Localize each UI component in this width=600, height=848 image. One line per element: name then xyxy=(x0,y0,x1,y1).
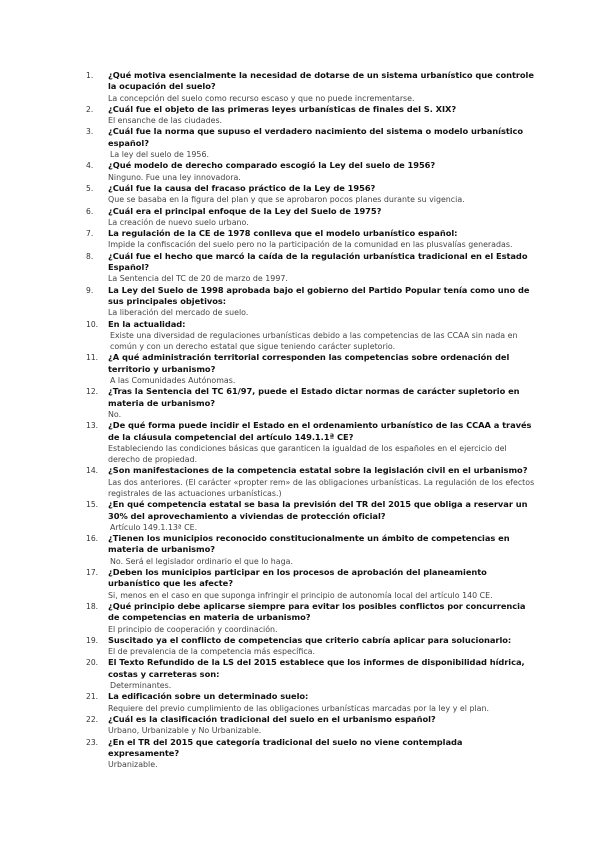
list-item xyxy=(86,465,536,499)
answer-text: La liberación del mercado de suelo. xyxy=(108,308,249,318)
question-text: ¿En qué competencia estatal se basa la previsión del TR del 2015 que obliga a reservar un 30% del aprovechamiento a viviendas de protección oficial? xyxy=(108,499,528,521)
list-item xyxy=(86,160,536,183)
answer-text: Que se basaba en la figura del plan y que se aprobaron pocos planes durante su vigencia. xyxy=(108,195,465,205)
list-item xyxy=(86,567,536,601)
list-item xyxy=(86,183,536,206)
question-text: La Ley del Suelo de 1998 aprobada bajo el gobierno del Partido Popular tenía como uno de sus principales objetivos: xyxy=(108,284,530,306)
item-number: 19. xyxy=(86,635,99,645)
question-text: ¿Qué motiva esencialmente la necesidad de dotarse de un sistema urbanístico que controle la ocupación del suelo? xyxy=(108,70,534,92)
item-number: 21. xyxy=(86,692,99,702)
item-number: 14. xyxy=(86,466,99,476)
question-text: ¿A qué administración territorial corresponden las competencias sobre ordenación del territorio y urbanismo? xyxy=(108,352,510,374)
answer-text: No. Será el legislador ordinario el que lo haga. xyxy=(110,556,293,566)
answer-text: Existe una diversidad de regulaciones urbanísticas debido a las competencias de las CCAA sin nada en común y con un derecho estatal que sigue teniendo carácter supletorio. xyxy=(110,330,518,352)
question-text: ¿En el TR del 2015 que categoría tradicional del suelo no viene contemplada expresamente? xyxy=(108,736,463,758)
answer-text: Determinantes. xyxy=(110,681,172,691)
question-text: ¿Tras la Sentencia del TC 61/97, puede el Estado dictar normas de carácter supletorio en materia de urbanismo? xyxy=(108,386,520,408)
list-item xyxy=(86,386,536,420)
item-number: 17. xyxy=(86,568,99,578)
answer-text: A las Comunidades Autónomas. xyxy=(110,376,236,386)
answer-text: El ensanche de las ciudades. xyxy=(108,116,223,126)
item-number: 1. xyxy=(86,71,94,80)
question-text: ¿Cuál fue el hecho que marcó la caída de la regulación urbanística tradicional en el Estado Español? xyxy=(108,250,528,273)
answer-text: Las dos anteriores. (El carácter «propter rem» de las obligaciones urbanísticas. La regulación de los efectos registrales de las actuaciones urbanísticas.) xyxy=(108,477,535,498)
list-item xyxy=(86,691,536,714)
question-text: La edificación sobre un determinado suelo: xyxy=(108,691,309,702)
question-text: ¿De qué forma puede incidir el Estado en el ordenamiento urbanístico de las CCAA a través de la cláusula competencial del artículo 149.1.1ª CE? xyxy=(108,420,532,442)
question-text: ¿Cuál fue la norma que supuso el verdadero nacimiento del sistema o modelo urbanístico español? xyxy=(108,126,524,148)
item-number: 23. xyxy=(86,737,99,747)
question-text: Suscitado ya el conflicto de competencias que criterio cabría aplicar para solucionarlo: xyxy=(108,634,512,645)
item-number: 18. xyxy=(86,601,99,611)
list-item xyxy=(86,533,536,567)
list-item xyxy=(86,251,536,285)
list-item xyxy=(86,714,536,737)
question-text: ¿Qué principio debe aplicarse siempre para evitar los posibles conflictos por concurrencia de competencias en materia de urbanismo? xyxy=(108,600,526,623)
list-item xyxy=(86,420,536,465)
list-item xyxy=(86,104,536,127)
item-number: 5. xyxy=(86,183,94,193)
item-number: 4. xyxy=(86,161,94,171)
answer-text: Si, menos en el caso en que suponga infringir el principio de autonomía local del artículo 140 CE. xyxy=(108,590,493,600)
item-number: 11. xyxy=(86,353,99,363)
item-number: 12. xyxy=(86,387,99,397)
item-number: 3. xyxy=(86,127,94,137)
answer-text: Ninguno. Fue una ley innovadora. xyxy=(108,172,241,182)
answer-text: Urbanizable. xyxy=(108,760,158,770)
answer-text: Estableciendo las condiciones básicas que garanticen la igualdad de los españoles en el ejercicio del derecho de propiedad. xyxy=(108,443,507,465)
item-number: 10. xyxy=(86,319,99,329)
list-item xyxy=(86,499,536,533)
question-text: ¿Qué modelo de derecho comparado escogió la Ley del suelo de 1956? xyxy=(108,160,436,171)
question-text: ¿Cuál fue el objeto de las primeras leyes urbanísticas de finales del S. XIX? xyxy=(108,103,457,114)
list-item xyxy=(86,657,536,691)
answer-text: No. xyxy=(108,409,122,419)
list-item xyxy=(86,601,536,635)
item-number: 8. xyxy=(86,251,94,261)
item-number: 22. xyxy=(86,714,99,724)
question-text: ¿Son manifestaciones de la competencia estatal sobre la legislación civil en el urbanismo? xyxy=(108,465,528,476)
answer-text: La ley del suelo de 1956. xyxy=(110,150,209,160)
item-number: 15. xyxy=(86,500,99,510)
answer-text: Urbano, Urbanizable y No Urbanizable. xyxy=(108,726,262,736)
question-text: La regulación de la CE de 1978 conlleva que el modelo urbanístico español: xyxy=(108,228,458,239)
question-text: ¿Tienen los municipios reconocido constitucionalmente un ámbito de competencias en materia de urbanismo? xyxy=(108,533,510,555)
list-item xyxy=(86,737,536,771)
answer-text: Artículo 149.1.13ª CE. xyxy=(110,522,198,532)
answer-text: La Sentencia del TC de 20 de marzo de 1997. xyxy=(108,274,288,284)
answer-text: Requiere del previo cumplimiento de las obligaciones urbanísticas marcadas por la ley y el plan. xyxy=(108,703,489,713)
list-item xyxy=(86,285,536,319)
question-text: ¿Cuál es la clasificación tradicional del suelo en el urbanismo español? xyxy=(108,713,436,724)
question-text: ¿Deben los municipios participar en los procesos de aprobación del planeamiento urbanístico que les afecte? xyxy=(108,567,487,589)
list-item xyxy=(86,319,536,353)
answer-text: El de prevalencia de la competencia más específica. xyxy=(108,647,316,657)
list-item xyxy=(86,70,536,104)
item-number: 16. xyxy=(86,534,99,544)
question-list xyxy=(86,70,536,770)
item-number: 13. xyxy=(86,421,99,431)
list-item xyxy=(86,206,536,229)
item-number: 9. xyxy=(86,285,94,295)
item-number: 20. xyxy=(86,658,99,668)
answer-text: La concepción del suelo como recurso escaso y que no puede incrementarse. xyxy=(108,93,415,103)
question-text: ¿Cuál era el principal enfoque de la Ley del Suelo de 1975? xyxy=(108,205,382,216)
answer-text: La creación de nuevo suelo urbano. xyxy=(108,217,249,227)
list-item xyxy=(86,228,536,251)
question-text: En la actualidad: xyxy=(108,318,186,329)
list-item xyxy=(86,352,536,386)
item-number: 6. xyxy=(86,206,94,216)
item-number: 7. xyxy=(86,229,94,239)
question-text: El Texto Refundido de la LS del 2015 establece que los informes de disponibilidad hídrica, costas y carreteras son: xyxy=(108,657,525,679)
list-item xyxy=(86,126,536,160)
list-item xyxy=(86,635,536,658)
answer-text: El principio de cooperación y coordinación. xyxy=(108,624,278,634)
question-text: ¿Cuál fue la causa del fracaso práctico de la Ley de 1956? xyxy=(108,182,376,193)
answer-text: Impide la confiscación del suelo pero no la participación de la comunidad en las plusvalías generadas. xyxy=(108,240,513,250)
item-number: 2. xyxy=(86,104,94,114)
